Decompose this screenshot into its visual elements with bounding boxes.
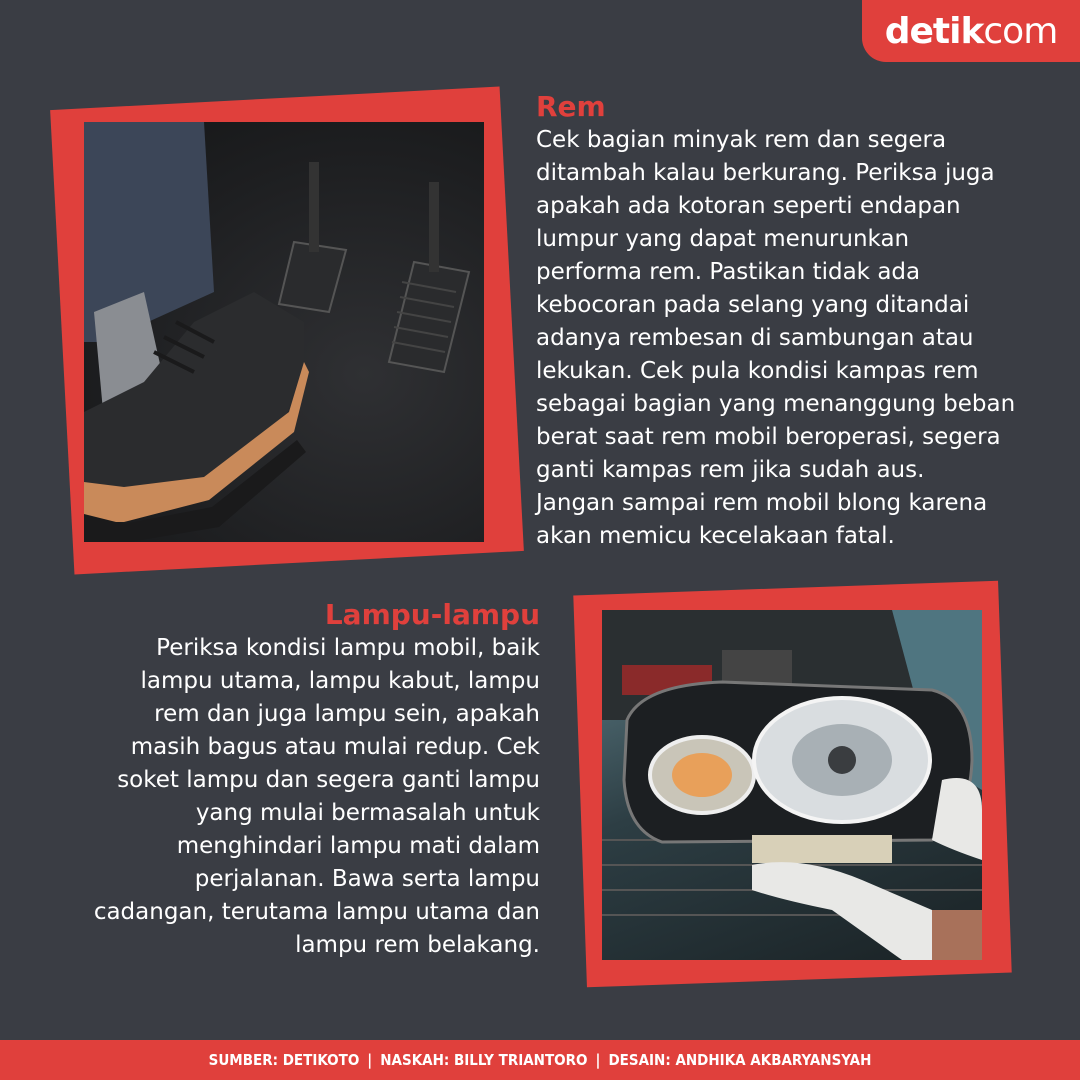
rem-line: berat saat rem mobil beroperasi, segera xyxy=(536,424,1001,450)
footer-source: SUMBER: DETIKOTO xyxy=(208,1051,360,1069)
rem-line: performa rem. Pastikan tidak ada xyxy=(536,259,921,285)
lampu-heading: Lampu-lampu xyxy=(324,598,540,631)
lampu-line: cadangan, terutama lampu utama dan xyxy=(93,899,540,925)
lampu-body xyxy=(60,632,540,962)
headlight-illustration xyxy=(602,610,982,960)
rem-photo xyxy=(84,122,484,542)
logo-brand: detik xyxy=(884,10,984,52)
rem-line: adanya rembesan di sambungan atau xyxy=(536,325,974,351)
lampu-photo xyxy=(602,610,982,960)
credits-footer xyxy=(0,1040,1080,1080)
rem-heading: Rem xyxy=(536,90,606,123)
brake-pedal-illustration xyxy=(84,122,484,542)
lampu-photo-frame xyxy=(580,588,1005,980)
rem-line: Cek bagian minyak rem dan segera xyxy=(536,127,947,153)
footer-writer: NASKAH: BILLY TRIANTORO xyxy=(380,1051,588,1069)
detikcom-logo xyxy=(862,0,1080,62)
lampu-line: masih bagus atau mulai redup. Cek xyxy=(130,734,540,760)
rem-line: ditambah kalau berkurang. Periksa juga xyxy=(536,160,995,186)
lampu-line: lampu utama, lampu kabut, lampu xyxy=(140,668,540,694)
lampu-line: perjalanan. Bawa serta lampu xyxy=(194,866,540,892)
lampu-line: soket lampu dan segera ganti lampu xyxy=(117,767,540,793)
rem-line: ganti kampas rem jika sudah aus. xyxy=(536,457,925,483)
rem-line: Jangan sampai rem mobil blong karena xyxy=(536,490,988,516)
rem-line: lumpur yang dapat menurunkan xyxy=(536,226,910,252)
rem-line: akan memicu kecelakaan fatal. xyxy=(536,523,895,549)
footer-separator: | xyxy=(367,1051,373,1069)
lampu-line: yang mulai bermasalah untuk xyxy=(195,800,540,826)
rem-photo-frame xyxy=(62,98,512,563)
rem-line: lekukan. Cek pula kondisi kampas rem xyxy=(536,358,979,384)
lampu-line: lampu rem belakang. xyxy=(295,932,540,958)
rem-body xyxy=(536,124,1056,553)
rem-line: apakah ada kotoran seperti endapan xyxy=(536,193,961,219)
footer-separator: | xyxy=(595,1051,601,1069)
logo-suffix: com xyxy=(983,10,1058,52)
rem-line: kebocoran pada selang yang ditandai xyxy=(536,292,970,318)
lampu-line: menghindari lampu mati dalam xyxy=(176,833,540,859)
footer-design: DESAIN: ANDHIKA AKBARYANSYAH xyxy=(608,1051,872,1069)
lampu-line: Periksa kondisi lampu mobil, baik xyxy=(156,635,540,661)
lampu-line: rem dan juga lampu sein, apakah xyxy=(154,701,540,727)
rem-line: sebagai bagian yang menanggung beban xyxy=(536,391,1016,417)
